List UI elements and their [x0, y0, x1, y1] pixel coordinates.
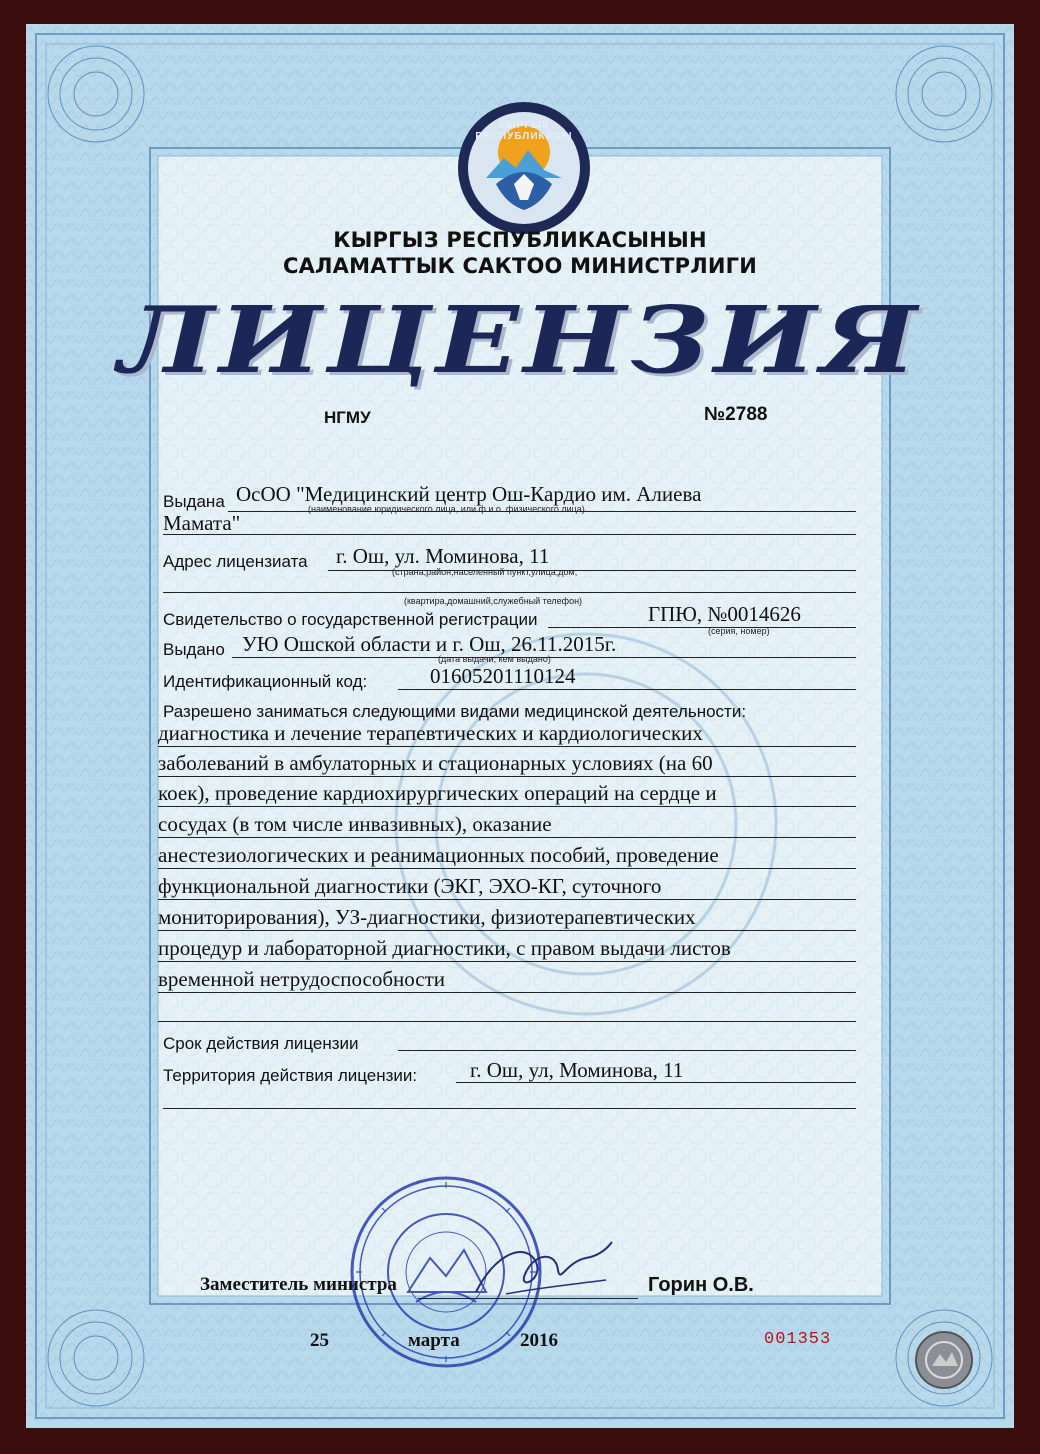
ministry-name-line2: САЛАМАТТЫК САКТОО МИНИСТРЛИГИ	[282, 254, 758, 278]
activity-line: временной нетрудоспособности	[158, 967, 445, 991]
registration-hint: (серия, номер)	[708, 626, 770, 636]
validity-label: Срок действия лицензии	[163, 1034, 359, 1053]
issued-by-value: УЮ Ошской области и г. Ош, 26.11.2015г.	[242, 632, 617, 656]
ministry-name-line1: КЫРГЫЗ РЕСПУБЛИКАСЫНЫН	[333, 228, 707, 252]
issued-to-label: Выдана	[163, 492, 225, 511]
org-abbreviation: НГМУ	[324, 408, 371, 427]
territory-value: г. Ош, ул, Моминова, 11	[470, 1058, 684, 1082]
issued-by-hint: (дата выдачи, кем выдано)	[438, 654, 551, 664]
activity-line: диагностика и лечение терапевтических и кардиологических	[158, 721, 703, 745]
hologram-sticker	[914, 1330, 974, 1390]
issued-to-hint: (наименование юридического лица, или ф.и.о. физического лица)	[308, 504, 585, 514]
activities-label: Разрешено заниматься следующими видами медицинской деятельности:	[163, 702, 747, 721]
date-day: 25	[310, 1330, 329, 1351]
address-value: г. Ош, ул. Моминова, 11	[336, 544, 550, 568]
registration-label: Свидетельство о государственной регистрации	[163, 610, 538, 629]
handwritten-signature	[466, 1232, 616, 1312]
address-hint-line2: (квартира,домашний,служебный телефон)	[404, 596, 583, 606]
id-code-label: Идентификационный код:	[163, 672, 368, 691]
license-document	[26, 24, 1014, 1428]
issued-by-label: Выдано	[163, 640, 225, 659]
activity-line: анестезиологических и реанимационных пособий, проведение	[158, 843, 719, 867]
territory-label: Территория действия лицензии:	[163, 1066, 418, 1085]
activity-line: процедур и лабораторной диагностики, с правом выдачи листов	[158, 936, 731, 960]
address-hint-line1: (страна,район,населенный пункт,улица,дом,	[392, 567, 578, 577]
signatory-position: Заместитель министра	[200, 1274, 397, 1295]
registration-value: ГПЮ, №0014626	[648, 602, 801, 626]
license-number: №2788	[704, 404, 768, 425]
signatory-name: Горин О.В.	[648, 1274, 754, 1296]
activity-line: коек), проведение кардиохирургических операций на сердце и	[158, 781, 717, 805]
date-year: 2016	[520, 1330, 558, 1351]
serial-number: 001353	[764, 1330, 832, 1349]
activity-line: функциональной диагностики (ЭКГ, ЭХО-КГ, суточного	[158, 874, 662, 898]
id-code-value: 01605201110124	[430, 664, 576, 688]
activity-line: сосудах (в том числе инвазивных), оказание	[158, 812, 552, 836]
activity-line: заболеваний в амбулаторных и стационарных условиях (на 60	[158, 751, 713, 775]
activity-line: мониторирования), УЗ-диагностики, физиотерапевтических	[158, 905, 696, 929]
document-title: ЛИЦЕНЗИЯ	[118, 286, 922, 394]
date-month: марта	[408, 1330, 460, 1351]
issued-to-value-line2: Мамата"	[163, 511, 241, 535]
address-label: Адрес лицензиата	[163, 552, 308, 571]
emblem-text: КЫРГЫЗ РЕСПУБЛИКАСЫ	[475, 120, 573, 142]
issued-to-value-line1: ОсОО "Медицинский центр Ош-Кардио им. Алиева	[236, 482, 702, 506]
